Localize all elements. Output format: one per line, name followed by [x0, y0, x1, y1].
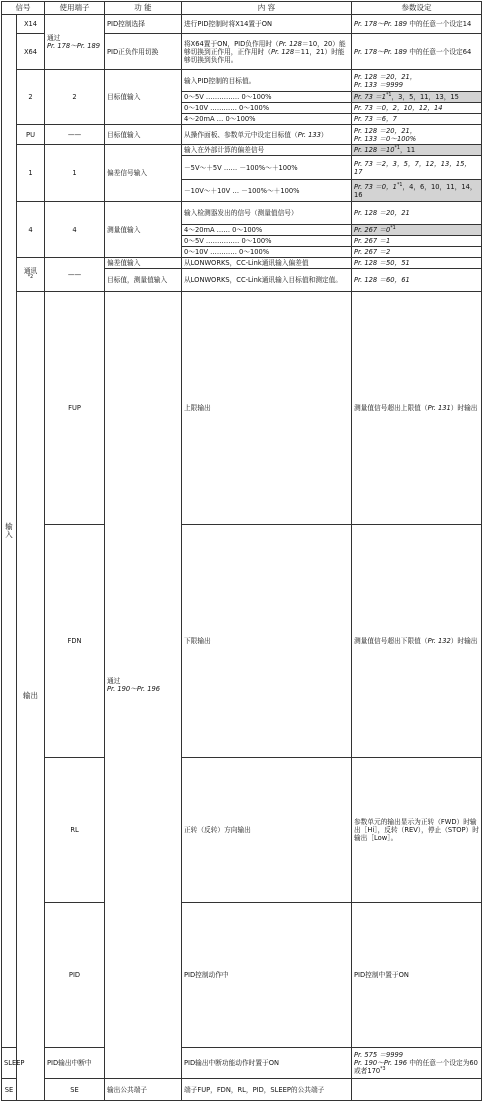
table-row-fup: [2, 292, 482, 525]
signal-2: 2: [17, 70, 45, 125]
content-fdn: [352, 525, 482, 758]
function-sleep: PID输出中断中: [45, 1048, 105, 1079]
content-fup-b: ）时输出: [450, 404, 478, 412]
function-fup: 上限输出: [182, 292, 352, 525]
signal-comm-note: *2: [27, 274, 34, 280]
table-row-sleep: [2, 1048, 482, 1079]
function-fdn: 下限输出: [182, 525, 352, 758]
table-row-x14: [2, 15, 482, 34]
terminal-output-via: 通过: [107, 677, 121, 685]
terminal-x14-x64: [45, 15, 105, 70]
table-row-ain1-desc: [2, 145, 482, 156]
terminal-1: 1: [45, 145, 105, 202]
signal-se: SE: [2, 1079, 17, 1101]
signal-comm-label: 通讯: [23, 266, 38, 275]
terminal-output: [105, 292, 182, 1079]
function-comm-2: 目标值，测量值输入: [105, 269, 182, 292]
content-x64: [182, 34, 352, 70]
header-signal: 信号: [2, 2, 45, 15]
param-2-d: Pr. 73 ＝6，7: [352, 114, 482, 125]
param-1-c-rest: ，4，6，10，11，14，16: [354, 182, 477, 199]
table-row-pu: [2, 125, 482, 145]
param-1-a: [352, 145, 482, 156]
header-content: 内 容: [182, 2, 352, 15]
param-x14-pn: Pr. 178～Pr. 189: [354, 20, 408, 28]
content-fdn-a: 测量值信号超出下限值（: [354, 637, 428, 645]
param-2-b-rest: ，3，5，11，13，15: [391, 93, 459, 101]
content-x64-pn1: Pr. 128: [278, 39, 302, 48]
table-row-comm-1: [2, 258, 482, 269]
terminal-output-range: Pr. 190～Pr. 196: [107, 685, 161, 693]
content-4-range3: 0～10V ………… 0～100%: [182, 247, 352, 258]
param-1-a-rest: ，11: [399, 146, 416, 154]
header-function: 功 能: [105, 2, 182, 15]
terminal-pu: ——: [45, 125, 105, 145]
table-header-row: [2, 2, 482, 15]
content-fdn-b: ）时输出: [450, 637, 478, 645]
param-4-b-note: *1: [390, 225, 396, 231]
signal-1: 1: [17, 145, 45, 202]
param-4-b-pn: Pr. 267 ＝0: [354, 226, 391, 234]
function-x64: PID正负作用切换: [105, 34, 182, 70]
terminal-comm: ——: [45, 258, 105, 292]
function-1: 偏差信号输入: [105, 145, 182, 202]
table-row-se: [2, 1079, 482, 1101]
content-fup-pn: Pr. 131: [427, 404, 451, 412]
param-1-c: [352, 180, 482, 202]
content-x14: 进行PID控制时将X14置于ON: [182, 15, 352, 34]
content-1-range1: －5V～＋5V …… －100%～＋100%: [182, 156, 352, 180]
signal-fdn: FDN: [45, 525, 105, 758]
param-1-a-note: *1: [394, 145, 400, 151]
signal-sleep: SLEEP: [2, 1048, 17, 1079]
content-pu-b: ）: [320, 130, 328, 139]
signal-rl: RL: [45, 758, 105, 903]
content-pid: PID控制中置于ON: [352, 903, 482, 1048]
content-2-range2: 0～10V ………… 0～100%: [182, 103, 352, 114]
terminal-x-param-range: Pr. 178～Pr. 189: [47, 42, 101, 50]
content-rl: 参数单元的输出显示为正转（FWD）时输出［Hi］，反转（REV），停止（STOP）时输出［Low］。: [352, 758, 482, 903]
signal-comm: [17, 258, 45, 292]
content-fdn-pn: Pr. 132: [427, 637, 451, 645]
header-terminal: 使用端子: [45, 2, 105, 15]
table-row-ain4-desc: [2, 202, 482, 225]
header-param: 参数设定: [352, 2, 482, 15]
param-x64-rest: 中的任意一个设定64: [407, 47, 472, 56]
content-2-range3: 4～20mA … 0～100%: [182, 114, 352, 125]
content-sleep: PID输出中断功能动作时置于ON: [182, 1048, 352, 1079]
content-fup-a: 测量值信号超出上限值（: [354, 404, 428, 412]
param-sleep: [352, 1048, 482, 1079]
function-rl: 正转（反转）方向输出: [182, 758, 352, 903]
param-1-a-pn: Pr. 128 ＝10: [354, 146, 395, 154]
param-2-b: [352, 92, 482, 103]
param-2-c: Pr. 73 ＝0，2，10，12，14: [352, 103, 482, 114]
content-x64-a: 将X64置于ON，PID负作用时（: [184, 39, 279, 48]
table-row-ain2-desc: [2, 70, 482, 92]
terminal-2: 2: [45, 70, 105, 125]
param-1-c-pn: Pr. 73 ＝0，1: [354, 182, 397, 191]
param-x64-pn: Pr. 178～Pr. 189: [354, 47, 408, 56]
content-2-desc: 输入PID控制的目标值。: [182, 70, 352, 92]
param-4-c: Pr. 267 ＝1: [352, 236, 482, 247]
function-pid: PID控制动作中: [182, 903, 352, 1048]
content-se: 端子FUP，FDN，RL，PID，SLEEP的公共端子: [182, 1079, 352, 1101]
content-4-range1: 4～20mA …… 0～100%: [182, 225, 352, 236]
content-x64-c: ＝11，21）时能够切换到负作用。: [184, 47, 345, 64]
function-x14: PID控制选择: [105, 15, 182, 34]
table-row-rl: [2, 758, 482, 903]
signal-fup: FUP: [45, 292, 105, 525]
content-1-range2: －10V～＋10V … －100%～＋100%: [182, 180, 352, 202]
function-2: 目标值输入: [105, 70, 182, 125]
signal-pid: PID: [45, 903, 105, 1048]
content-4-desc: 输入检测器发出的信号（测量值信号）: [182, 202, 352, 225]
param-x64: [352, 34, 482, 70]
content-4-range2: 0～5V …………… 0～100%: [182, 236, 352, 247]
terminal-4: 4: [45, 202, 105, 258]
param-1-c-note: *1: [396, 182, 403, 188]
section-output: 输出: [17, 292, 45, 1101]
content-2-range1: 0～5V …………… 0～100%: [182, 92, 352, 103]
param-x14: [352, 15, 482, 34]
content-comm-2: 从LONWORKS，CC-Link通讯输入目标值和测定值。: [182, 269, 352, 292]
section-input: 输入: [2, 15, 17, 1048]
param-4-b: [352, 225, 482, 236]
param-comm-2: Pr. 128 ＝60，61: [352, 269, 482, 292]
param-sleep-note: *3: [380, 1066, 386, 1072]
function-se: 输出公共端子: [105, 1079, 182, 1101]
param-2-b-pn: Pr. 73 ＝1: [354, 93, 386, 101]
content-fup: [352, 292, 482, 525]
table-row-fdn: [2, 525, 482, 758]
param-2-a: Pr. 128 ＝20，21， Pr. 133 ＝9999: [352, 70, 482, 92]
content-x64-pn2: Pr. 128: [270, 47, 295, 56]
param-2-b-note: *1: [386, 92, 392, 98]
param-pu: Pr. 128 ＝20，21， Pr. 133 ＝0～100%: [352, 125, 482, 145]
content-x64-b: ＝10，20）能够切换到正作用，正作用时（: [184, 39, 346, 56]
function-comm-1: 偏差值输入: [105, 258, 182, 269]
param-1-b: Pr. 73 ＝2，3，5，7，12，13，15，17: [352, 156, 482, 180]
content-pu-a: 从操作面板、参数单元中设定目标值（: [184, 130, 298, 139]
content-comm-1: 从LONWORKS，CC-Link通讯输入偏差值: [182, 258, 352, 269]
table-row-pid: [2, 903, 482, 1048]
content-pu-pn: Pr. 133: [297, 130, 321, 139]
function-4: 测量值输入: [105, 202, 182, 258]
param-comm-1: Pr. 128 ＝50，51: [352, 258, 482, 269]
param-sleep-a: Pr. 575 ＝9999 Pr. 190～Pr. 196: [354, 1051, 408, 1067]
signal-pu: PU: [17, 125, 45, 145]
param-4-a: Pr. 128 ＝20，21: [352, 202, 482, 225]
content-1-desc: 输入在外部计算的偏差信号: [182, 145, 352, 156]
param-sleep-b: 中的任意一个设定为60或者170: [354, 1059, 478, 1075]
terminal-se: SE: [45, 1079, 105, 1101]
function-pu: 目标值输入: [105, 125, 182, 145]
param-x14-rest: 中的任意一个设定14: [407, 20, 472, 28]
signal-x14: X14: [17, 15, 45, 34]
param-4-d: Pr. 267 ＝2: [352, 247, 482, 258]
content-pu: [182, 125, 352, 145]
terminal-via-label: 通过: [47, 34, 61, 42]
param-se: [352, 1079, 482, 1101]
signal-4: 4: [17, 202, 45, 258]
signal-x64: X64: [17, 34, 45, 70]
pid-signal-table: [1, 1, 482, 1101]
